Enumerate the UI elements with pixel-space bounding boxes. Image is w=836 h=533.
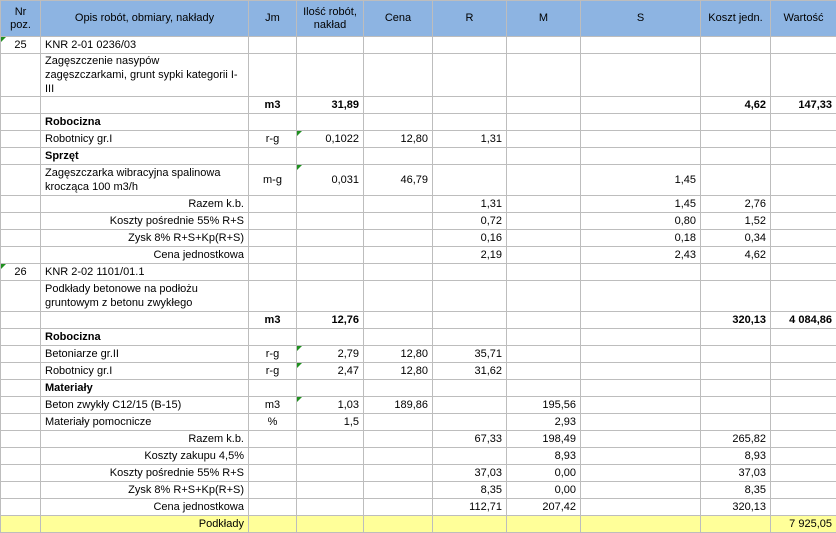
cell-s[interactable]: 2,43 [581, 247, 701, 264]
cell-wartosc[interactable] [771, 397, 836, 414]
cell-jm[interactable] [249, 431, 297, 448]
table-row [1, 247, 836, 264]
cell-s[interactable] [581, 114, 701, 131]
cell-koszt[interactable] [701, 131, 771, 148]
cell-r[interactable]: 2,19 [433, 247, 507, 264]
cell-r[interactable] [433, 37, 507, 54]
table-row [1, 131, 836, 148]
cell-ilosc[interactable] [297, 114, 364, 131]
table-row [1, 482, 836, 499]
table-body [1, 37, 836, 533]
cell-r[interactable] [433, 54, 507, 97]
cell-r[interactable]: 31,62 [433, 363, 507, 380]
cell-wartosc[interactable] [771, 196, 836, 213]
cell-koszt[interactable]: 320,13 [701, 312, 771, 329]
cell-cena[interactable] [364, 37, 433, 54]
cell-nr[interactable] [1, 148, 41, 165]
cell-wartosc[interactable] [771, 230, 836, 247]
cell-m[interactable] [507, 54, 581, 97]
cell-ilosc[interactable] [297, 247, 364, 264]
cell-cena[interactable]: 12,80 [364, 363, 433, 380]
cell-s[interactable] [581, 431, 701, 448]
cell-r[interactable] [433, 114, 507, 131]
cell-m[interactable] [507, 114, 581, 131]
cell-cena[interactable] [364, 97, 433, 114]
cell-ilosc[interactable] [297, 281, 364, 312]
cell-jm[interactable] [249, 54, 297, 97]
cell-nr[interactable] [1, 97, 41, 114]
table-row [1, 431, 836, 448]
table-row [1, 397, 836, 414]
cell-opis[interactable]: Koszty pośrednie 55% R+S [41, 465, 249, 482]
cell-jm[interactable] [249, 465, 297, 482]
cell-cena[interactable] [364, 329, 433, 346]
cell-r[interactable] [433, 148, 507, 165]
cell-wartosc[interactable] [771, 329, 836, 346]
col-m-header[interactable]: M [507, 1, 581, 37]
cell-wartosc[interactable] [771, 54, 836, 97]
cell-nr[interactable] [1, 380, 41, 397]
cell-wartosc[interactable] [771, 131, 836, 148]
cell-cena[interactable] [364, 465, 433, 482]
cell-nr[interactable] [1, 329, 41, 346]
cell-ilosc[interactable] [297, 37, 364, 54]
table-row [1, 465, 836, 482]
cell-koszt[interactable]: 0,34 [701, 230, 771, 247]
col-r-header[interactable]: R [433, 1, 507, 37]
cell-koszt[interactable]: 1,52 [701, 213, 771, 230]
cell-m[interactable] [507, 230, 581, 247]
cell-jm[interactable] [249, 329, 297, 346]
cell-opis[interactable]: Materiały pomocnicze [41, 414, 249, 431]
cell-m[interactable]: 8,93 [507, 448, 581, 465]
cell-koszt[interactable]: 8,93 [701, 448, 771, 465]
cell-opis[interactable] [41, 97, 249, 114]
cell-koszt[interactable]: 4,62 [701, 247, 771, 264]
cell-m[interactable] [507, 281, 581, 312]
cell-r[interactable]: 0,72 [433, 213, 507, 230]
cell-r[interactable]: 112,71 [433, 499, 507, 516]
cell-jm[interactable] [249, 114, 297, 131]
cell-koszt[interactable]: 8,35 [701, 482, 771, 499]
cell-s[interactable]: 0,18 [581, 230, 701, 247]
cell-koszt[interactable]: 37,03 [701, 465, 771, 482]
cell-nr[interactable] [1, 465, 41, 482]
cell-jm[interactable] [249, 499, 297, 516]
cell-m[interactable] [507, 165, 581, 196]
cell-r[interactable]: 35,71 [433, 346, 507, 363]
col-ilosc-header[interactable]: Ilość robót, nakład [297, 1, 364, 37]
cell-wartosc[interactable]: 7 925,05 [771, 516, 836, 533]
cell-wartosc[interactable] [771, 380, 836, 397]
cell-cena[interactable] [364, 148, 433, 165]
cell-m[interactable] [507, 312, 581, 329]
cell-m[interactable]: 2,93 [507, 414, 581, 431]
cell-wartosc[interactable] [771, 213, 836, 230]
cell-s[interactable] [581, 448, 701, 465]
table-row [1, 380, 836, 397]
cell-s[interactable] [581, 414, 701, 431]
table-row [1, 499, 836, 516]
table-row [1, 97, 836, 114]
cell-wartosc[interactable]: 4 084,86 [771, 312, 836, 329]
cell-r[interactable] [433, 448, 507, 465]
cell-jm[interactable]: m3 [249, 97, 297, 114]
cell-jm[interactable] [249, 448, 297, 465]
cell-m[interactable] [507, 380, 581, 397]
table-row [1, 329, 836, 346]
cell-cena[interactable] [364, 54, 433, 97]
cell-s[interactable]: 1,45 [581, 196, 701, 213]
cell-cena[interactable] [364, 482, 433, 499]
cell-jm[interactable]: r-g [249, 131, 297, 148]
cell-m[interactable]: 207,42 [507, 499, 581, 516]
cell-s[interactable] [581, 312, 701, 329]
cell-jm[interactable] [249, 482, 297, 499]
cell-s[interactable] [581, 37, 701, 54]
cell-wartosc[interactable] [771, 148, 836, 165]
table-row [1, 448, 836, 465]
cell-cena[interactable] [364, 114, 433, 131]
cell-wartosc[interactable] [771, 431, 836, 448]
cell-opis[interactable]: Sprzęt [41, 148, 249, 165]
cell-wartosc[interactable] [771, 448, 836, 465]
cell-ilosc[interactable]: 2,79 [297, 346, 364, 363]
cell-ilosc[interactable] [297, 213, 364, 230]
cell-wartosc[interactable] [771, 114, 836, 131]
cell-ilosc[interactable] [297, 148, 364, 165]
cell-r[interactable]: 1,31 [433, 131, 507, 148]
cell-jm[interactable]: m-g [249, 165, 297, 196]
cell-jm[interactable] [249, 516, 297, 533]
cell-nr[interactable] [1, 247, 41, 264]
table-row [1, 312, 836, 329]
cell-ilosc[interactable] [297, 264, 364, 281]
table-row [1, 346, 836, 363]
table-row [1, 114, 836, 131]
cell-opis[interactable]: Cena jednostkowa [41, 247, 249, 264]
cell-nr[interactable] [1, 54, 41, 97]
cell-opis[interactable]: Robotnicy gr.I [41, 131, 249, 148]
cell-ilosc[interactable]: 0,1022 [297, 131, 364, 148]
cell-wartosc[interactable] [771, 465, 836, 482]
header-row [1, 1, 836, 37]
cell-koszt[interactable] [701, 281, 771, 312]
cell-cena[interactable]: 12,80 [364, 131, 433, 148]
cell-cena[interactable] [364, 380, 433, 397]
cell-koszt[interactable] [701, 148, 771, 165]
cell-jm[interactable]: r-g [249, 346, 297, 363]
cell-r[interactable] [433, 397, 507, 414]
cell-r[interactable] [433, 264, 507, 281]
cell-wartosc[interactable] [771, 499, 836, 516]
cell-r[interactable] [433, 165, 507, 196]
cell-r[interactable]: 1,31 [433, 196, 507, 213]
cell-nr[interactable] [1, 397, 41, 414]
cell-jm[interactable] [249, 148, 297, 165]
cell-wartosc[interactable] [771, 363, 836, 380]
cell-r[interactable]: 37,03 [433, 465, 507, 482]
table-row [1, 363, 836, 380]
cell-cena[interactable] [364, 196, 433, 213]
cell-nr[interactable] [1, 448, 41, 465]
cell-m[interactable] [507, 97, 581, 114]
cell-ilosc[interactable]: 31,89 [297, 97, 364, 114]
cell-cena[interactable]: 189,86 [364, 397, 433, 414]
cell-wartosc[interactable]: 147,33 [771, 97, 836, 114]
cell-cena[interactable] [364, 247, 433, 264]
cell-r[interactable] [433, 516, 507, 533]
cell-r[interactable] [433, 312, 507, 329]
cell-opis[interactable]: Podkłady betonowe na podłożu gruntowym z betonu zwykłego [41, 281, 249, 312]
cell-koszt[interactable]: 265,82 [701, 431, 771, 448]
cell-m[interactable]: 195,56 [507, 397, 581, 414]
cell-nr[interactable] [1, 213, 41, 230]
cell-koszt[interactable] [701, 363, 771, 380]
cell-opis[interactable]: Koszty pośrednie 55% R+S [41, 213, 249, 230]
cell-s[interactable] [581, 281, 701, 312]
cell-ilosc[interactable] [297, 431, 364, 448]
cell-jm[interactable]: m3 [249, 312, 297, 329]
cell-nr[interactable] [1, 516, 41, 533]
col-nr-header[interactable]: Nr poz. [1, 1, 41, 37]
cell-wartosc[interactable] [771, 37, 836, 54]
cell-m[interactable] [507, 37, 581, 54]
cell-opis[interactable]: KNR 2-02 1101/01.1 [41, 264, 249, 281]
cell-koszt[interactable] [701, 346, 771, 363]
cell-opis[interactable]: Zagęszczarka wibracyjna spalinowa krocząca 100 m3/h [41, 165, 249, 196]
cell-nr[interactable] [1, 312, 41, 329]
cell-jm[interactable]: % [249, 414, 297, 431]
cell-nr[interactable] [1, 230, 41, 247]
cell-s[interactable] [581, 97, 701, 114]
cell-r[interactable]: 0,16 [433, 230, 507, 247]
cell-r[interactable]: 67,33 [433, 431, 507, 448]
cell-opis[interactable]: Razem k.b. [41, 196, 249, 213]
table-row [1, 264, 836, 281]
cell-cena[interactable] [364, 448, 433, 465]
table-row [1, 516, 836, 533]
cell-ilosc[interactable]: 0,031 [297, 165, 364, 196]
cell-r[interactable] [433, 329, 507, 346]
cell-jm[interactable] [249, 264, 297, 281]
cell-jm[interactable] [249, 230, 297, 247]
col-jm-header[interactable]: Jm [249, 1, 297, 37]
cell-m[interactable] [507, 264, 581, 281]
cell-r[interactable] [433, 414, 507, 431]
cell-s[interactable] [581, 465, 701, 482]
cell-jm[interactable]: m3 [249, 397, 297, 414]
col-wartosc-header[interactable]: Wartość [771, 1, 836, 37]
cell-opis[interactable]: Zysk 8% R+S+Kp(R+S) [41, 482, 249, 499]
cell-cena[interactable]: 12,80 [364, 346, 433, 363]
cell-wartosc[interactable] [771, 264, 836, 281]
cell-s[interactable]: 1,45 [581, 165, 701, 196]
cell-nr[interactable] [1, 499, 41, 516]
cell-ilosc[interactable] [297, 448, 364, 465]
cell-koszt[interactable]: 2,76 [701, 196, 771, 213]
cell-ilosc[interactable] [297, 329, 364, 346]
cell-r[interactable] [433, 281, 507, 312]
cell-wartosc[interactable] [771, 247, 836, 264]
cell-koszt[interactable]: 4,62 [701, 97, 771, 114]
cell-wartosc[interactable] [771, 414, 836, 431]
table-row [1, 54, 836, 97]
cell-opis[interactable]: Podkłady [41, 516, 249, 533]
table-row [1, 230, 836, 247]
cell-s[interactable] [581, 264, 701, 281]
cell-s[interactable]: 0,80 [581, 213, 701, 230]
cell-koszt[interactable] [701, 165, 771, 196]
cell-ilosc[interactable]: 12,76 [297, 312, 364, 329]
cell-opis[interactable]: Razem k.b. [41, 431, 249, 448]
cell-m[interactable]: 0,00 [507, 482, 581, 499]
cell-ilosc[interactable]: 1,03 [297, 397, 364, 414]
cell-koszt[interactable] [701, 516, 771, 533]
cell-jm[interactable]: r-g [249, 363, 297, 380]
cell-m[interactable] [507, 213, 581, 230]
cell-jm[interactable] [249, 281, 297, 312]
cell-s[interactable] [581, 54, 701, 97]
cell-opis[interactable]: Robotnicy gr.I [41, 363, 249, 380]
cell-nr[interactable] [1, 414, 41, 431]
cell-cena[interactable]: 46,79 [364, 165, 433, 196]
cell-nr[interactable] [1, 363, 41, 380]
cell-m[interactable] [507, 131, 581, 148]
cell-koszt[interactable] [701, 264, 771, 281]
col-s-header[interactable]: S [581, 1, 701, 37]
cell-wartosc[interactable] [771, 281, 836, 312]
cell-ilosc[interactable] [297, 499, 364, 516]
cell-s[interactable] [581, 482, 701, 499]
cell-nr[interactable]: 26 [1, 264, 41, 281]
cell-koszt[interactable] [701, 37, 771, 54]
cell-ilosc[interactable] [297, 516, 364, 533]
col-koszt-header[interactable]: Koszt jedn. [701, 1, 771, 37]
cell-nr[interactable]: 25 [1, 37, 41, 54]
cell-nr[interactable] [1, 196, 41, 213]
cell-m[interactable] [507, 247, 581, 264]
cell-ilosc[interactable] [297, 196, 364, 213]
cell-opis[interactable]: Zagęszczenie nasypów zagęszczarkami, grunt sypki kategorii I-III [41, 54, 249, 97]
cell-s[interactable] [581, 329, 701, 346]
table-row [1, 213, 836, 230]
cell-cena[interactable] [364, 312, 433, 329]
cell-r[interactable]: 8,35 [433, 482, 507, 499]
cell-m[interactable] [507, 196, 581, 213]
cell-s[interactable] [581, 363, 701, 380]
cell-jm[interactable] [249, 37, 297, 54]
cell-cena[interactable] [364, 281, 433, 312]
cell-cena[interactable] [364, 230, 433, 247]
cell-opis[interactable]: Robocizna [41, 329, 249, 346]
cell-m[interactable]: 198,49 [507, 431, 581, 448]
cell-s[interactable] [581, 131, 701, 148]
cell-koszt[interactable] [701, 329, 771, 346]
cell-r[interactable] [433, 97, 507, 114]
cell-opis[interactable]: Zysk 8% R+S+Kp(R+S) [41, 230, 249, 247]
col-cena-header[interactable]: Cena [364, 1, 433, 37]
cell-s[interactable] [581, 380, 701, 397]
table-row [1, 281, 836, 312]
cell-m[interactable] [507, 363, 581, 380]
table-row [1, 414, 836, 431]
cell-nr[interactable] [1, 165, 41, 196]
cell-opis[interactable]: Cena jednostkowa [41, 499, 249, 516]
cell-ilosc[interactable] [297, 482, 364, 499]
cell-s[interactable] [581, 516, 701, 533]
table-row [1, 148, 836, 165]
cell-m[interactable] [507, 346, 581, 363]
cell-cena[interactable] [364, 264, 433, 281]
cell-jm[interactable] [249, 247, 297, 264]
cell-koszt[interactable] [701, 414, 771, 431]
table-row [1, 165, 836, 196]
cell-ilosc[interactable] [297, 465, 364, 482]
cell-wartosc[interactable] [771, 482, 836, 499]
cell-s[interactable] [581, 346, 701, 363]
cell-koszt[interactable] [701, 397, 771, 414]
cell-nr[interactable] [1, 114, 41, 131]
cell-cena[interactable] [364, 414, 433, 431]
table-row [1, 196, 836, 213]
cell-m[interactable] [507, 148, 581, 165]
cell-s[interactable] [581, 148, 701, 165]
col-opis-header[interactable]: Opis robót, obmiary, nakłady [41, 1, 249, 37]
cell-jm[interactable] [249, 196, 297, 213]
cell-wartosc[interactable] [771, 346, 836, 363]
cell-ilosc[interactable]: 2,47 [297, 363, 364, 380]
cell-cena[interactable] [364, 213, 433, 230]
cell-cena[interactable] [364, 499, 433, 516]
cell-koszt[interactable] [701, 114, 771, 131]
cell-nr[interactable] [1, 431, 41, 448]
cell-s[interactable] [581, 499, 701, 516]
cell-opis[interactable]: Robocizna [41, 114, 249, 131]
cell-opis[interactable]: Beton zwykły C12/15 (B-15) [41, 397, 249, 414]
cell-cena[interactable] [364, 431, 433, 448]
cell-ilosc[interactable] [297, 54, 364, 97]
cell-opis[interactable]: Betoniarze gr.II [41, 346, 249, 363]
cell-s[interactable] [581, 397, 701, 414]
cell-koszt[interactable]: 320,13 [701, 499, 771, 516]
cell-opis[interactable]: Koszty zakupu 4,5% [41, 448, 249, 465]
cell-m[interactable]: 0,00 [507, 465, 581, 482]
table-row [1, 37, 836, 54]
cell-ilosc[interactable] [297, 230, 364, 247]
cell-koszt[interactable] [701, 380, 771, 397]
cell-cena[interactable] [364, 516, 433, 533]
cell-opis[interactable]: KNR 2-01 0236/03 [41, 37, 249, 54]
cell-wartosc[interactable] [771, 165, 836, 196]
cell-jm[interactable] [249, 380, 297, 397]
cell-nr[interactable] [1, 482, 41, 499]
cell-koszt[interactable] [701, 54, 771, 97]
cell-opis[interactable]: Materiały [41, 380, 249, 397]
cell-nr[interactable] [1, 131, 41, 148]
cell-m[interactable] [507, 329, 581, 346]
cell-m[interactable] [507, 516, 581, 533]
cell-r[interactable] [433, 380, 507, 397]
cell-ilosc[interactable]: 1,5 [297, 414, 364, 431]
cell-jm[interactable] [249, 213, 297, 230]
cell-nr[interactable] [1, 346, 41, 363]
cell-nr[interactable] [1, 281, 41, 312]
cell-opis[interactable] [41, 312, 249, 329]
cell-ilosc[interactable] [297, 380, 364, 397]
